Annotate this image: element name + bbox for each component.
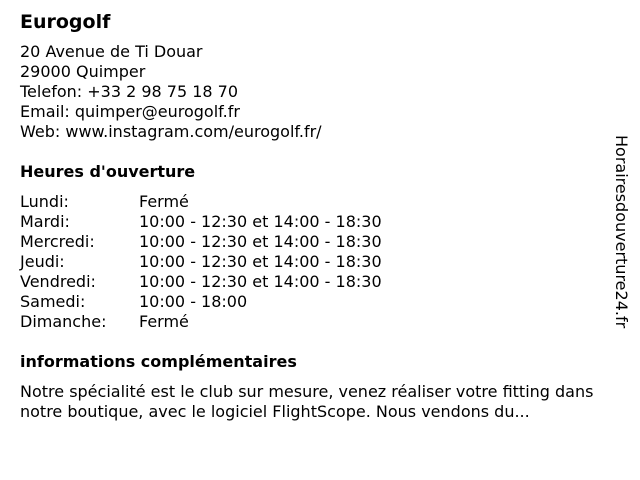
- address-line-2: 29000 Quimper: [20, 62, 146, 81]
- business-name: Eurogolf: [20, 11, 111, 33]
- site-watermark-label: Horairesdouverture24.fr: [612, 135, 631, 329]
- hours-day: Jeudi:: [20, 252, 65, 271]
- additional-info-text: Notre spécialité est le club sur mesure, venez réaliser votre fitting dans notre boutique, avec le logiciel FlightScope. Nous vendons du...: [20, 382, 594, 421]
- hours-row-thursday: [20, 252, 620, 272]
- hours-time: 10:00 - 12:30 et 14:00 - 18:30: [139, 212, 382, 231]
- hours-time: 10:00 - 12:30 et 14:00 - 18:30: [139, 272, 382, 291]
- hours-day: Samedi:: [20, 292, 86, 311]
- hours-day: Mercredi:: [20, 232, 95, 251]
- hours-day: Lundi:: [20, 192, 69, 211]
- website-line: Web: www.instagram.com/eurogolf.fr/: [20, 122, 322, 141]
- hours-time: Fermé: [139, 312, 189, 331]
- hours-row-monday: [20, 192, 620, 212]
- hours-time: 10:00 - 18:00: [139, 292, 248, 311]
- hours-row-tuesday: [20, 212, 620, 232]
- hours-time: 10:00 - 12:30 et 14:00 - 18:30: [139, 252, 382, 271]
- opening-hours-table: [20, 192, 620, 332]
- hours-row-saturday: [20, 292, 620, 312]
- additional-info-title: informations complémentaires: [20, 352, 297, 371]
- hours-row-wednesday: [20, 232, 620, 252]
- hours-day: Dimanche:: [20, 312, 107, 331]
- hours-row-sunday: [20, 312, 620, 332]
- hours-day: Vendredi:: [20, 272, 96, 291]
- hours-row-friday: [20, 272, 620, 292]
- hours-day: Mardi:: [20, 212, 70, 231]
- address-line-1: 20 Avenue de Ti Douar: [20, 42, 203, 61]
- phone-line: Telefon: +33 2 98 75 18 70: [20, 82, 239, 101]
- hours-time: 10:00 - 12:30 et 14:00 - 18:30: [139, 232, 382, 251]
- opening-hours-title: Heures d'ouverture: [20, 162, 196, 181]
- business-card: [20, 10, 620, 422]
- email-line: Email: quimper@eurogolf.fr: [20, 102, 240, 121]
- hours-time: Fermé: [139, 192, 189, 211]
